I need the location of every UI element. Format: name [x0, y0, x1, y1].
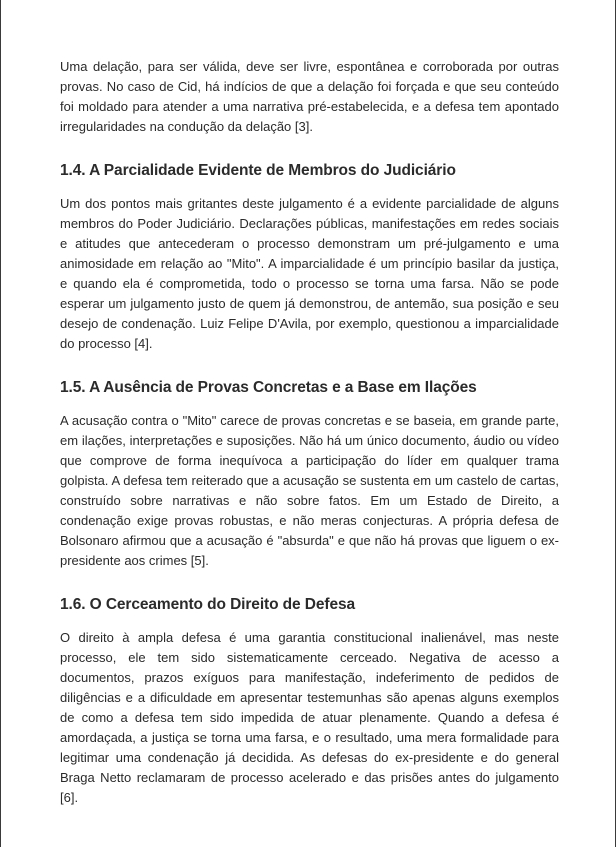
- heading-1-4: 1.4. A Parcialidade Evidente de Membros do Judiciário: [60, 162, 456, 179]
- paragraph-delacao: Uma delação, para ser válida, deve ser livre, espontânea e corroborada por outras provas. No caso de Cid, há indícios de que a delação foi forçada e que seu conteúdo foi moldado para atender a uma narrativa pré-estabelecida, e a defesa tem apontado irregularidades na condução da delação [3].: [60, 59, 559, 134]
- paragraph-cerceamento: O direito à ampla defesa é uma garantia constitucional inalienável, mas neste processo, ele tem sido sistematicamente cerceado. Negativa de acesso a documentos, prazos exíguos para manifestação, indeferimento de pedidos de diligências e a dificuldade em apresentar testemunhas são apenas alguns exemplos de como a defesa tem sido impedida de atuar plenamente. Quando a defesa é amordaçada, a justiça se torna uma farsa, e o resultado, uma mera formalidade para legitimar uma condenação já decidida. As defesas do ex-presidente e do general Braga Netto reclamaram de processo acelerado e das prisões antes do julgamento [6].: [60, 630, 559, 805]
- heading-1-5: 1.5. A Ausência de Provas Concretas e a Base em Ilações: [60, 379, 477, 396]
- paragraph-ausencia-provas: A acusação contra o "Mito" carece de provas concretas e se baseia, em grande parte, em ilações, interpretações e suposições. Não há um único documento, áudio ou vídeo que comprove de forma inequívoca a participação do líder em qualquer trama golpista. A defesa tem reiterado que a acusação se sustenta em um castelo de cartas, construído sobre narrativas e não sobre fatos. Em um Estado de Direito, a condenação exige provas robustas, e não meras conjecturas. A própria defesa de Bolsonaro afirmou que a acusação é "absurda" e que não há provas que liguem o ex-presidente aos crimes [5].: [60, 413, 559, 568]
- page-content: [60, 57, 559, 808]
- heading-1-6: 1.6. O Cerceamento do Direito de Defesa: [60, 596, 356, 613]
- paragraph-parcialidade: Um dos pontos mais gritantes deste julgamento é a evidente parcialidade de alguns membros do Poder Judiciário. Declarações públicas, manifestações em redes sociais e atitudes que antecederam o processo demonstram um pré-julgamento e uma animosidade em relação ao "Mito". A imparcialidade é um princípio basilar da justiça, e quando ela é comprometida, todo o processo se torna uma farsa. Não se pode esperar um julgamento justo de quem já demonstrou, de antemão, sua posição e seu desejo de condenação. Luiz Felipe D'Avila, por exemplo, questionou a imparcialidade do processo [4].: [60, 196, 559, 351]
